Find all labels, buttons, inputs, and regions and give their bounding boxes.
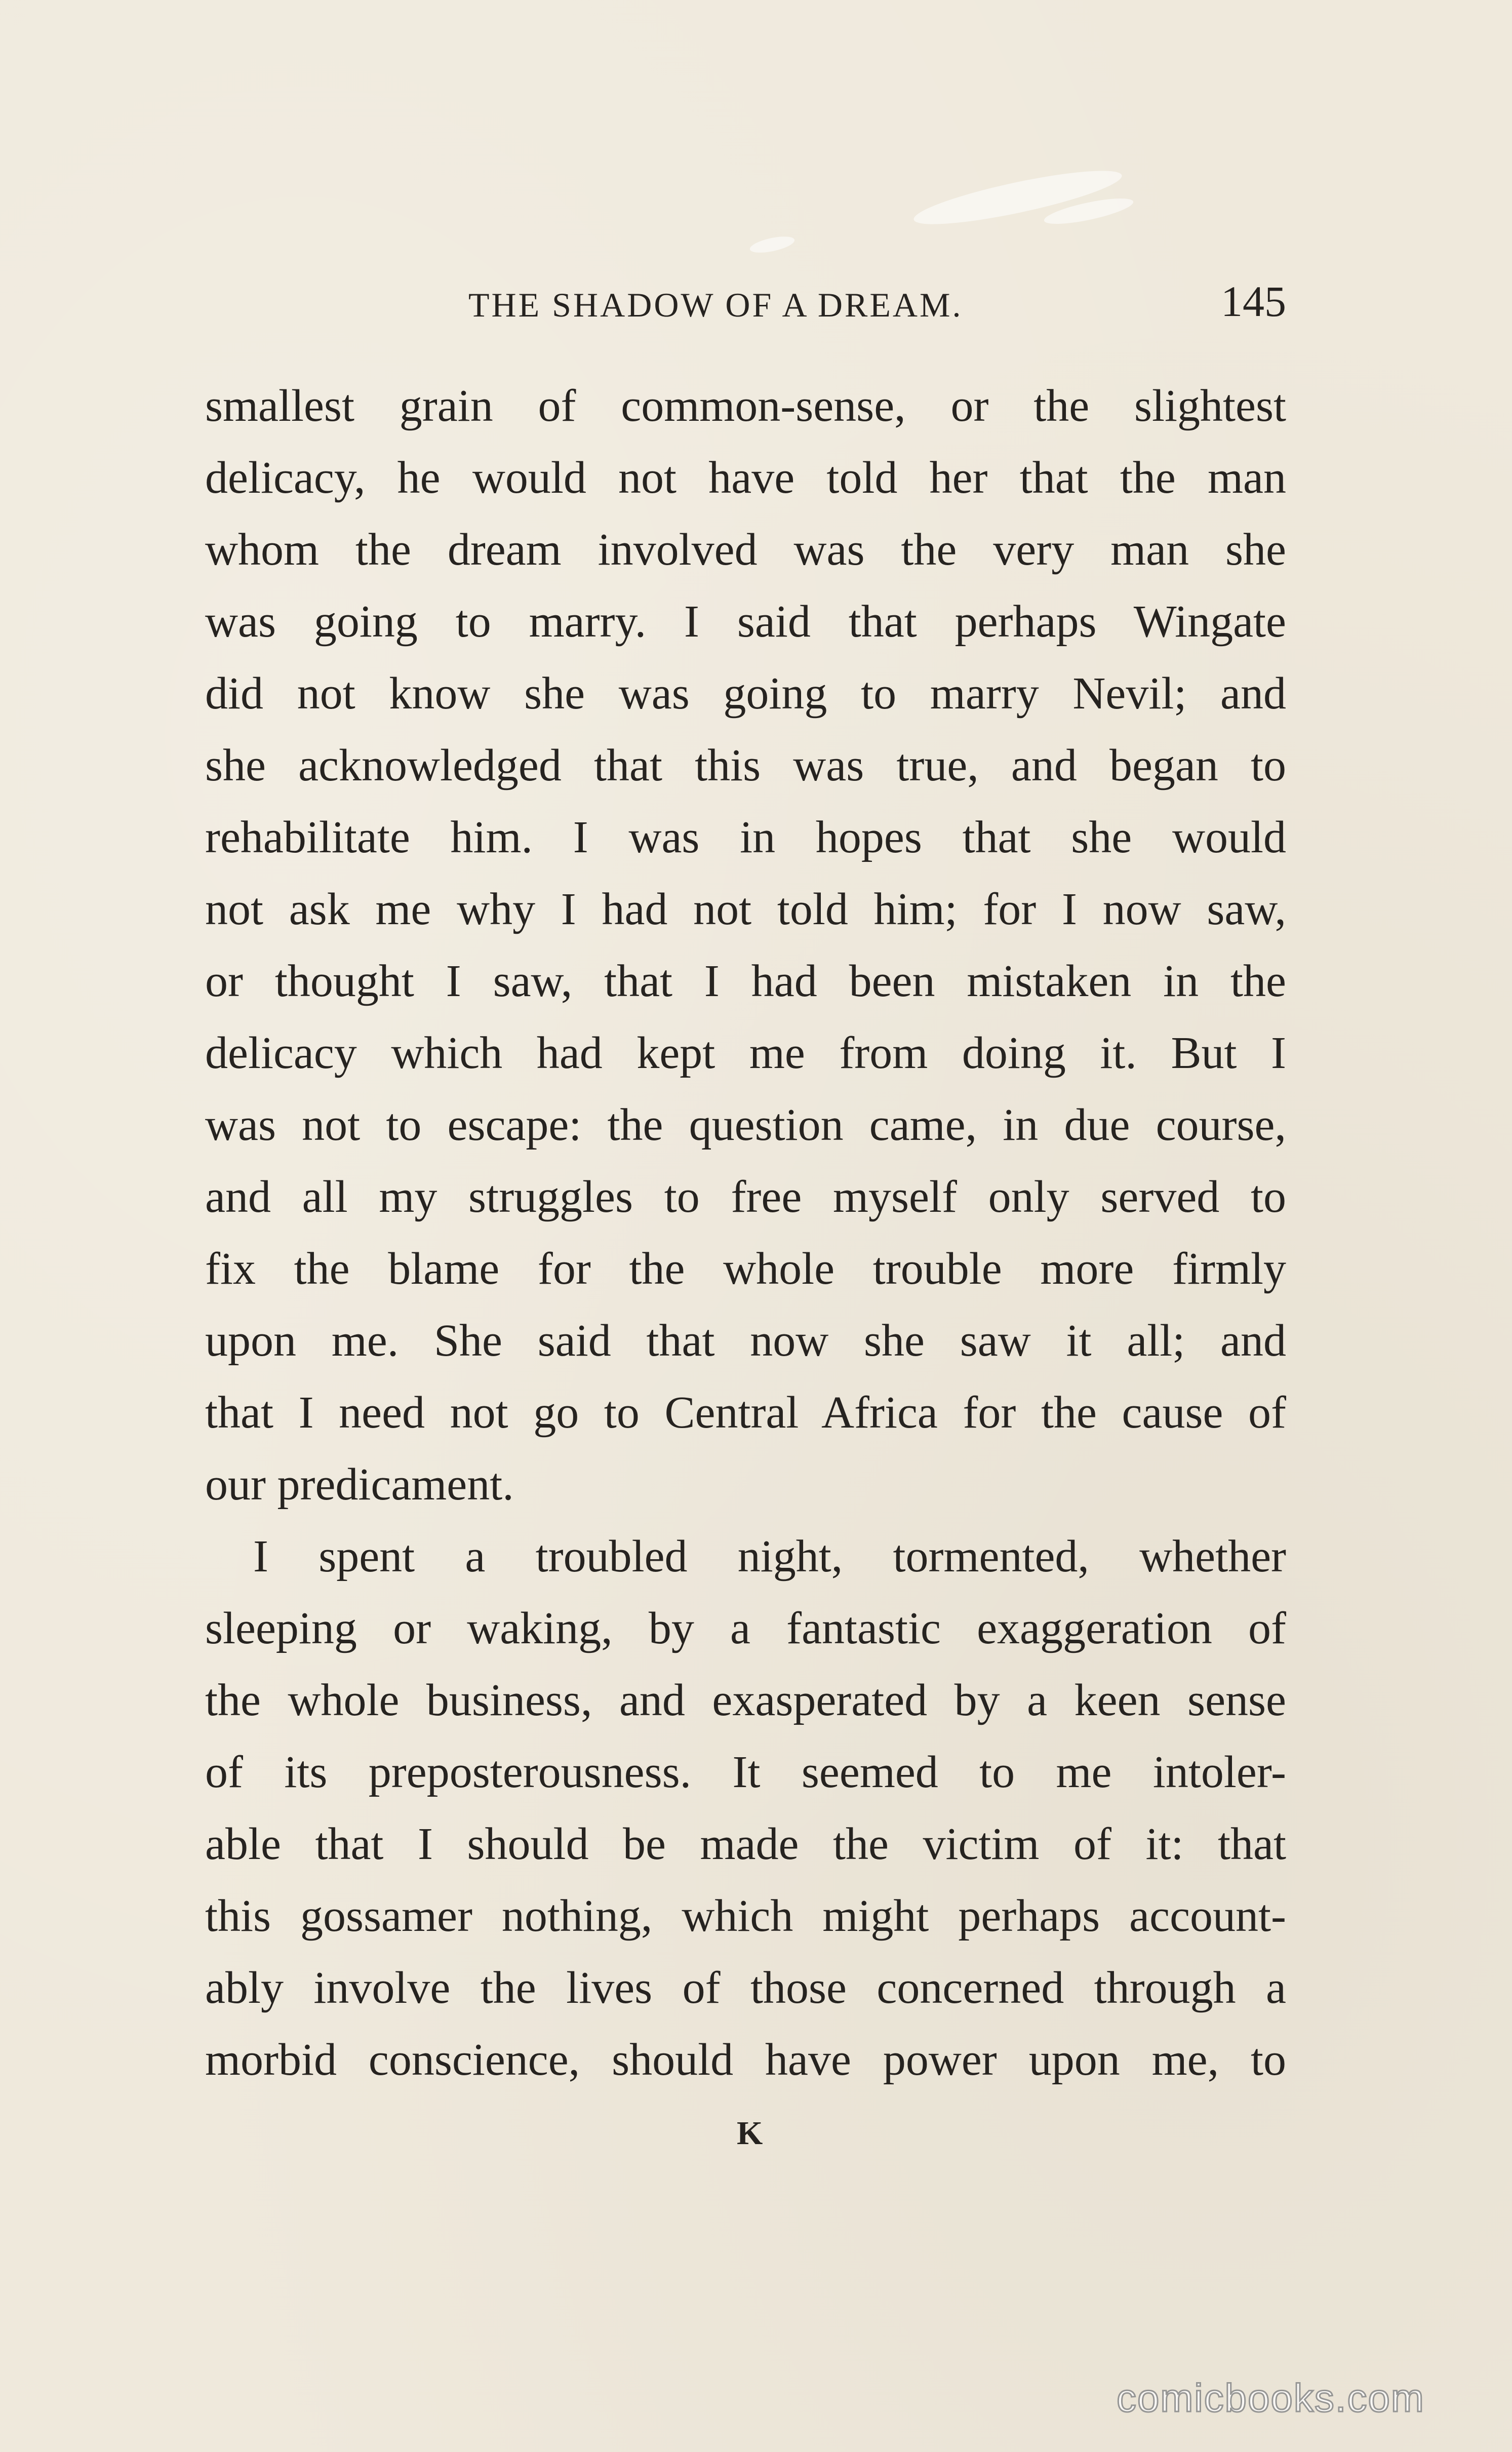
text-line: fix the blame for the whole trouble more firmly — [205, 1244, 1286, 1294]
text-line: and all my struggles to free myself only served to — [205, 1172, 1286, 1222]
text-line: able that I should be made the victim of it: that — [205, 1819, 1286, 1869]
page-header — [205, 276, 1286, 337]
paragraph-start-line: I spent a troubled night, tormented, whether — [253, 1531, 1286, 1581]
text-line: not ask me why I had not told him; for I now saw, — [205, 884, 1286, 934]
text-line: delicacy which had kept me from doing it. But I — [205, 1028, 1286, 1078]
running-title: THE SHADOW OF A DREAM. — [468, 286, 963, 324]
text-line: our predicament. — [205, 1459, 514, 1510]
paper-smudge — [910, 161, 1125, 234]
text-line: this gossamer nothing, which might perhaps account- — [205, 1891, 1286, 1941]
signature-mark: K — [737, 2115, 763, 2152]
text-line: morbid conscience, should have power upon me, to — [205, 2035, 1286, 2085]
text-line: rehabilitate him. I was in hopes that she would — [205, 812, 1286, 862]
watermark: comicbooks.com — [1117, 2376, 1425, 2420]
text-line: whom the dream involved was the very man she — [205, 525, 1286, 575]
text-line: sleeping or waking, by a fantastic exaggeration of — [205, 1603, 1286, 1653]
text-line: of its preposterousness. It seemed to me intoler- — [205, 1747, 1286, 1797]
text-line: was not to escape: the question came, in due course, — [205, 1100, 1286, 1150]
text-line: or thought I saw, that I had been mistaken in the — [205, 956, 1286, 1006]
text-line: did not know she was going to marry Nevil; and — [205, 668, 1286, 719]
paper-smudge — [748, 233, 795, 256]
text-line: ably involve the lives of those concerned through a — [205, 1963, 1286, 2013]
text-line: was going to marry. I said that perhaps Wingate — [205, 597, 1286, 647]
text-line: she acknowledged that this was true, and began to — [205, 740, 1286, 790]
text-line: the whole business, and exasperated by a keen sense — [205, 1675, 1286, 1725]
text-line: smallest grain of common-sense, or the slightest — [205, 381, 1286, 431]
text-line: upon me. She said that now she saw it all; and — [205, 1316, 1286, 1366]
body-text — [205, 374, 1286, 2100]
text-line: that I need not go to Central Africa for the cause of — [205, 1388, 1286, 1438]
text-line: delicacy, he would not have told her that the man — [205, 453, 1286, 503]
page-number: 145 — [1221, 277, 1286, 326]
